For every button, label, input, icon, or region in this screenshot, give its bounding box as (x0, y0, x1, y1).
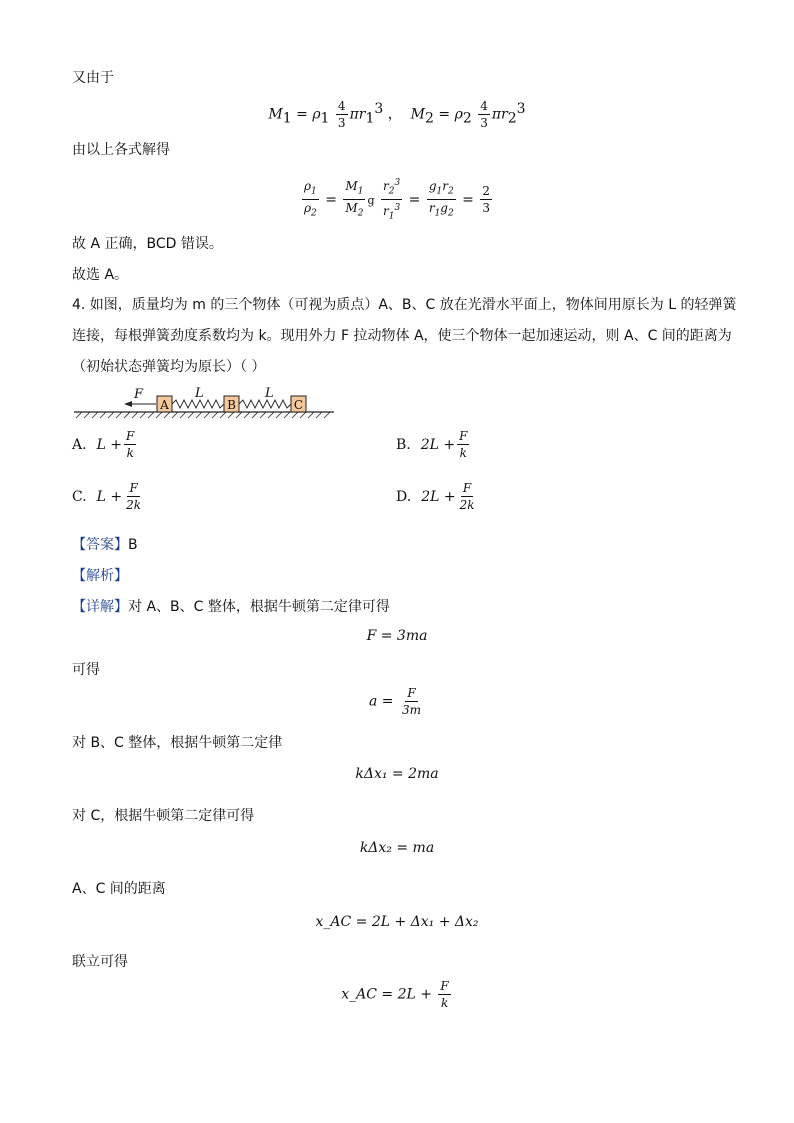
force-label: F (134, 387, 144, 402)
solve-line: 由以上各式解得 (72, 142, 170, 158)
intro-line: 又由于 (72, 70, 114, 86)
analysis-tag: 【解析】 (72, 568, 128, 584)
option-a[interactable]: A. L + $\frac{F}{k}$ (72, 429, 135, 460)
option-c[interactable]: C. L + $\frac{F}{2k}$ (72, 481, 142, 512)
answer-line (72, 535, 138, 555)
conclusion-1: 故 A 正确，BCD 错误。 (72, 236, 223, 252)
option-b[interactable]: B. 2L + $\frac{F}{k}$ (396, 429, 468, 460)
detail-line: 【详解】对 A、B、C 整体，根据牛顿第二定律可得 (72, 599, 390, 615)
spring-1 (172, 400, 224, 408)
answer-tag: 【答案】 (72, 537, 128, 553)
block-b-label: B (227, 398, 236, 412)
block-a-label: A (160, 398, 169, 412)
ke-de-line: 可得 (72, 662, 100, 678)
answer-value: B (128, 537, 138, 553)
force-arrowhead (124, 401, 132, 407)
question-line-3: （初始状态弹簧均为原长）（ ） (72, 359, 266, 375)
question-line-1: 4. 如图，质量均为 m 的三个物体（可视为质点）A、B、C 放在光滑水平面上，物体间用原长为 L 的轻弹簧 (72, 297, 737, 313)
spring-1-label: L (195, 386, 204, 401)
equation-bc: kΔx₁ = 2ma (355, 766, 439, 782)
ac-line: A、C 间的距离 (72, 881, 166, 897)
detail-tag: 【详解】 (72, 599, 128, 615)
mass-equation: $M_1 = \rho_1$ $\frac{4}{3}$ $\pi r_1^3$ ， $M_2 = \rho_2$ $\frac{4}{3}$ $\pi r_2^3$ (268, 99, 526, 130)
spring-figure (72, 380, 342, 422)
bc-line: 对 B、C 整体，根据牛顿第二定律 (72, 735, 283, 751)
c-line: 对 C，根据牛顿第二定律可得 (72, 808, 255, 824)
equation-final: x_AC = 2L + $\frac{F}{k}$ (341, 979, 449, 1010)
ratio-equation: $\frac{\rho_1}{\rho_2}$ = $\frac{M_1}{M_2}$ g $\frac{r_2^3}{r_1^3}$ = $\frac{g_1r_2}{r_1g_2}$ = $\frac{2}{3}$ (0, 175, 794, 225)
equation-f: F = 3ma (366, 628, 428, 644)
equation-ac: x_AC = 2L + Δx₁ + Δx₂ (315, 914, 479, 930)
block-c-label: C (293, 398, 304, 412)
equation-c: kΔx₂ = ma (359, 840, 435, 856)
spring-2 (239, 400, 291, 408)
ground-hatch (76, 412, 330, 418)
spring-2-label: L (265, 386, 274, 401)
equation-a: a = $\frac{F}{3m}$ (369, 686, 421, 717)
combine-line: 联立可得 (72, 954, 128, 970)
option-d[interactable]: D. 2L + $\frac{F}{2k}$ (396, 481, 475, 512)
question-line-2: 连接，每根弹簧劲度系数均为 k。现用外力 F 拉动物体 A，使三个物体一起加速运动，则 A、C 间的距离为 (72, 328, 732, 344)
conclusion-2: 故选 A。 (72, 267, 129, 283)
